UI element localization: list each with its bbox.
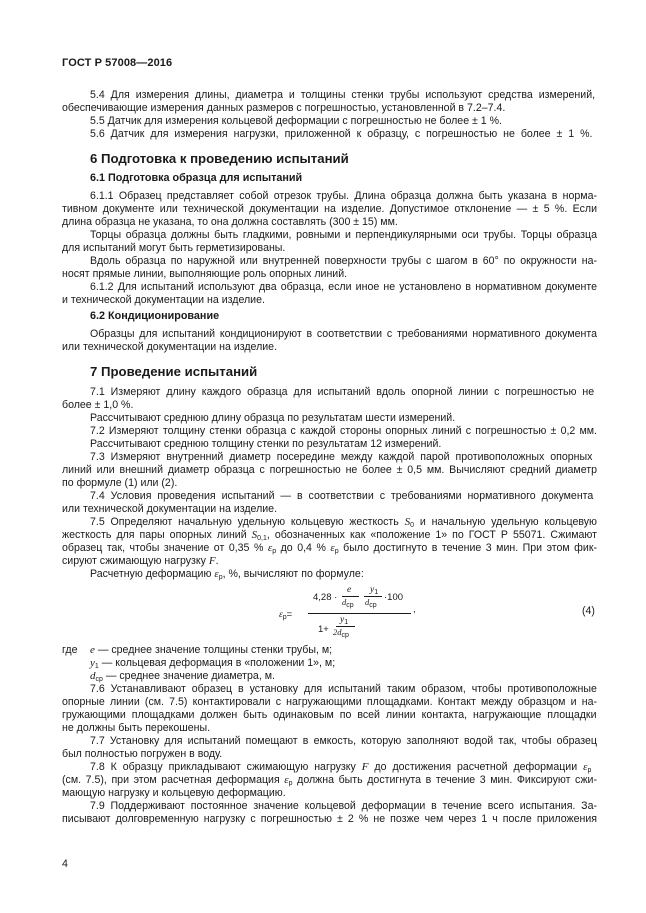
subsection-6-2-heading: 6.2 Кондиционирование	[90, 310, 220, 322]
para-7-1-line1: 7.1 Измеряют длину каждого образца для испытаний вдоль опорной линии с погрешностью не	[90, 386, 595, 398]
text: Расчетную деформацию	[90, 568, 215, 580]
para-5-4-line2: обеспечивающие измерения данных размеров с погрешностью, установленной в 7.2–7.4.	[62, 102, 506, 114]
formula-2d-cp: $2d_{ср}$	[333, 627, 349, 639]
var-eps: ε	[267, 542, 273, 554]
text: должна быть достигнута в течение 3 мин. Фиксируют сжи-	[292, 774, 597, 786]
para-7-3-line3: по формуле (1) или (2).	[62, 477, 178, 489]
text: до 0,4 %	[276, 542, 331, 554]
var-eps: ε	[583, 761, 588, 773]
para-5-5: 5.5 Датчик для измерения кольцевой деформации с погрешностью не более ± 1 %.	[90, 115, 502, 127]
formula-lhs: $\varepsilon_р=$	[279, 609, 293, 621]
formula-comma: ,	[413, 604, 416, 615]
para-ends-line2: для испытаний могут быть герметизированы.	[62, 242, 286, 254]
formula-e: e	[347, 585, 352, 595]
formula-y1-den: $y_1$	[340, 615, 349, 626]
para-7-7-line2: был полностью погружен в воду.	[62, 748, 223, 760]
subsection-6-1-heading: 6.1 Подготовка образца для испытаний	[90, 172, 303, 184]
sub: 0	[410, 522, 415, 529]
var-f: F	[361, 761, 369, 773]
sub: ср	[95, 676, 103, 683]
var-eps: ε	[214, 568, 219, 580]
def-e	[90, 644, 332, 657]
para-7-5-line4	[62, 555, 219, 568]
para-7-1-line3: Рассчитывают среднюю длину образца по результатам шести измерений.	[90, 412, 456, 424]
sub: 1	[94, 663, 99, 670]
para-5-4-line1: 5.4 Для измерения длины, диаметра и толщины стенки трубы используют средства измерений,	[90, 89, 596, 101]
page-number: 4	[62, 858, 68, 870]
para-6-2-line1: Образцы для испытаний кондиционируют в соответствии с требованиями нормативного документа	[90, 328, 597, 340]
where-label: где	[62, 644, 78, 656]
sub: 0,1	[257, 535, 267, 542]
para-7-4-line1: 7.4 Условия проведения испытаний — в соответствии с требованиями нормативного документа	[90, 490, 594, 502]
para-7-2-line1: 7.2 Измеряют толщину стенки образца с каждой стороны опорных линий с погрешностью ± 0,2 мм.	[90, 425, 597, 437]
sub: р	[587, 767, 592, 774]
section-7-heading: 7 Проведение испытаний	[90, 364, 258, 379]
para-lines-line2: носят прямые линии, выполняющие роль опорных линий.	[62, 268, 348, 280]
sub: р	[272, 548, 277, 555]
para-6-1-1-line3: длина образца не указана, то она должна составлять (300 ± 15) мм.	[62, 216, 398, 228]
para-7-9-line1: 7.9 Поддерживают постоянное значение кольцевой деформации в течение всего испытания. За-	[90, 800, 597, 812]
var-f: F	[208, 555, 216, 567]
var-eps: ε	[284, 774, 289, 786]
var: d	[90, 670, 96, 682]
var-s: S	[404, 516, 411, 528]
text: , обозначенных как «положение 1» по ГОСТ Р 55071. Сжимают	[266, 529, 597, 541]
para-7-8-line3: мающую нагрузку и кольцевую деформацию.	[62, 787, 286, 799]
section-6-heading: 6 Подготовка к проведению испытаний	[90, 151, 349, 166]
formula-number: (4)	[582, 605, 595, 617]
text: (см. 7.5), при этом расчетная деформация	[62, 774, 285, 786]
text: — среднее значение толщины стенки трубы, м;	[94, 644, 333, 656]
text: и начальную удельную кольцевую	[414, 516, 597, 528]
para-lines-line1: Вдоль образца по наружной или внутренней поверхности трубы с шагом в 60° по окружности на-	[90, 255, 597, 267]
para-7-7-line1: 7.7 Установку для испытаний помещают в емкость, которую заполняют водой так, чтобы образец	[90, 735, 597, 747]
para-7-9-line2: писывают долговременную нагрузку с погрешностью ± 2 % не позже чем через 1 ч после приложения	[62, 813, 597, 825]
para-6-1-1-line2: тивном документе или технической документации на изделие. Допустимое отклонение — ± 5 %. Если	[62, 203, 597, 215]
formula-one-plus: 1+	[318, 624, 329, 635]
formula-d-cp-2: $d_{ср}$	[365, 597, 377, 609]
text: .	[215, 555, 219, 567]
para-7-1-line2: более ± 1,0 %.	[62, 399, 134, 411]
text: , %, вычисляют по формуле:	[222, 568, 364, 580]
var-s: S	[251, 529, 258, 541]
para-6-1-1-line1: 6.1.1 Образец представляет собой отрезок трубы. Длина образца должна быть указана в норма-	[90, 190, 597, 202]
para-7-5-line5	[90, 568, 364, 584]
para-7-4-line2: или технической документации на изделие.	[62, 503, 278, 515]
para-7-6-line4: не должны быть перекошены.	[62, 722, 211, 734]
sub: р	[334, 548, 339, 555]
formula-times-100: ·100	[384, 592, 404, 603]
text: — среднее значение диаметра, м.	[102, 670, 275, 682]
main-fraction-bar	[308, 613, 411, 614]
para-7-6-line2: опорные линии (см. 7.5) контактировали с нагружающими площадками. Контакт между образцом и на-	[62, 696, 597, 708]
sub: р	[288, 780, 293, 787]
text: жесткость для пары опорных линий	[62, 529, 252, 541]
para-7-3-line1: 7.3 Измеряют внутренний диаметр посередине между каждой парой противоположных опорных	[90, 451, 593, 463]
para-5-6: 5.6 Датчик для измерения нагрузки, приложенной к образцу, с погрешностью не более ± 1 %.	[90, 128, 593, 140]
para-ends-line1: Торцы образца должны быть гладкими, ровными и перпендикулярными оси трубы. Торцы образца	[90, 229, 597, 241]
text: — кольцевая деформация в «положении 1», м;	[98, 657, 336, 669]
var: y	[90, 657, 95, 669]
formula-d-cp: $d_{ср}$	[342, 597, 354, 609]
sub: р	[218, 574, 223, 581]
text: 7.5 Определяют начальную удельную кольцевую жесткость	[90, 516, 405, 528]
text: 7.8 К образцу прикладывают сжимающую нагрузку	[90, 761, 362, 773]
document-header: ГОСТ Р 57008—2016	[62, 57, 173, 69]
para-6-1-2-line1: 6.1.2 Для испытаний используют два образца, если иное не установлено в нормативном документе	[90, 281, 597, 293]
para-7-6-line1: 7.6 Устанавливают образец в установку для испытаний таким образом, чтобы противоположные	[90, 683, 597, 695]
var-eps: ε	[330, 542, 335, 554]
para-6-2-line2: или технической документации на изделие.	[62, 341, 278, 353]
text: образец так, чтобы значение от 0,35 %	[62, 542, 268, 554]
para-7-2-line2: Рассчитывают среднюю толщину стенки по результатам 12 измерений.	[90, 438, 442, 450]
text: было достигнуто в течение 3 мин. При этом фик-	[338, 542, 597, 554]
formula-y1: $y_1$	[370, 585, 379, 596]
var: e	[90, 644, 95, 656]
formula-coefficient: 4,28 ·	[313, 592, 338, 603]
text: до достижения расчетной деформации	[368, 761, 584, 773]
para-7-3-line2: линий или внешний диаметр образца с погрешностью не более ± 0,5 мм. Вычисляют средний диаметр	[62, 464, 597, 476]
para-7-6-line3: гружающими площадками должен быть одинаковым по всей линии контакта, нагружающие площадки	[62, 709, 597, 721]
para-6-1-2-line2: и технической документации на изделие.	[62, 294, 265, 306]
text: сируют сжимающую нагрузку	[62, 555, 209, 567]
